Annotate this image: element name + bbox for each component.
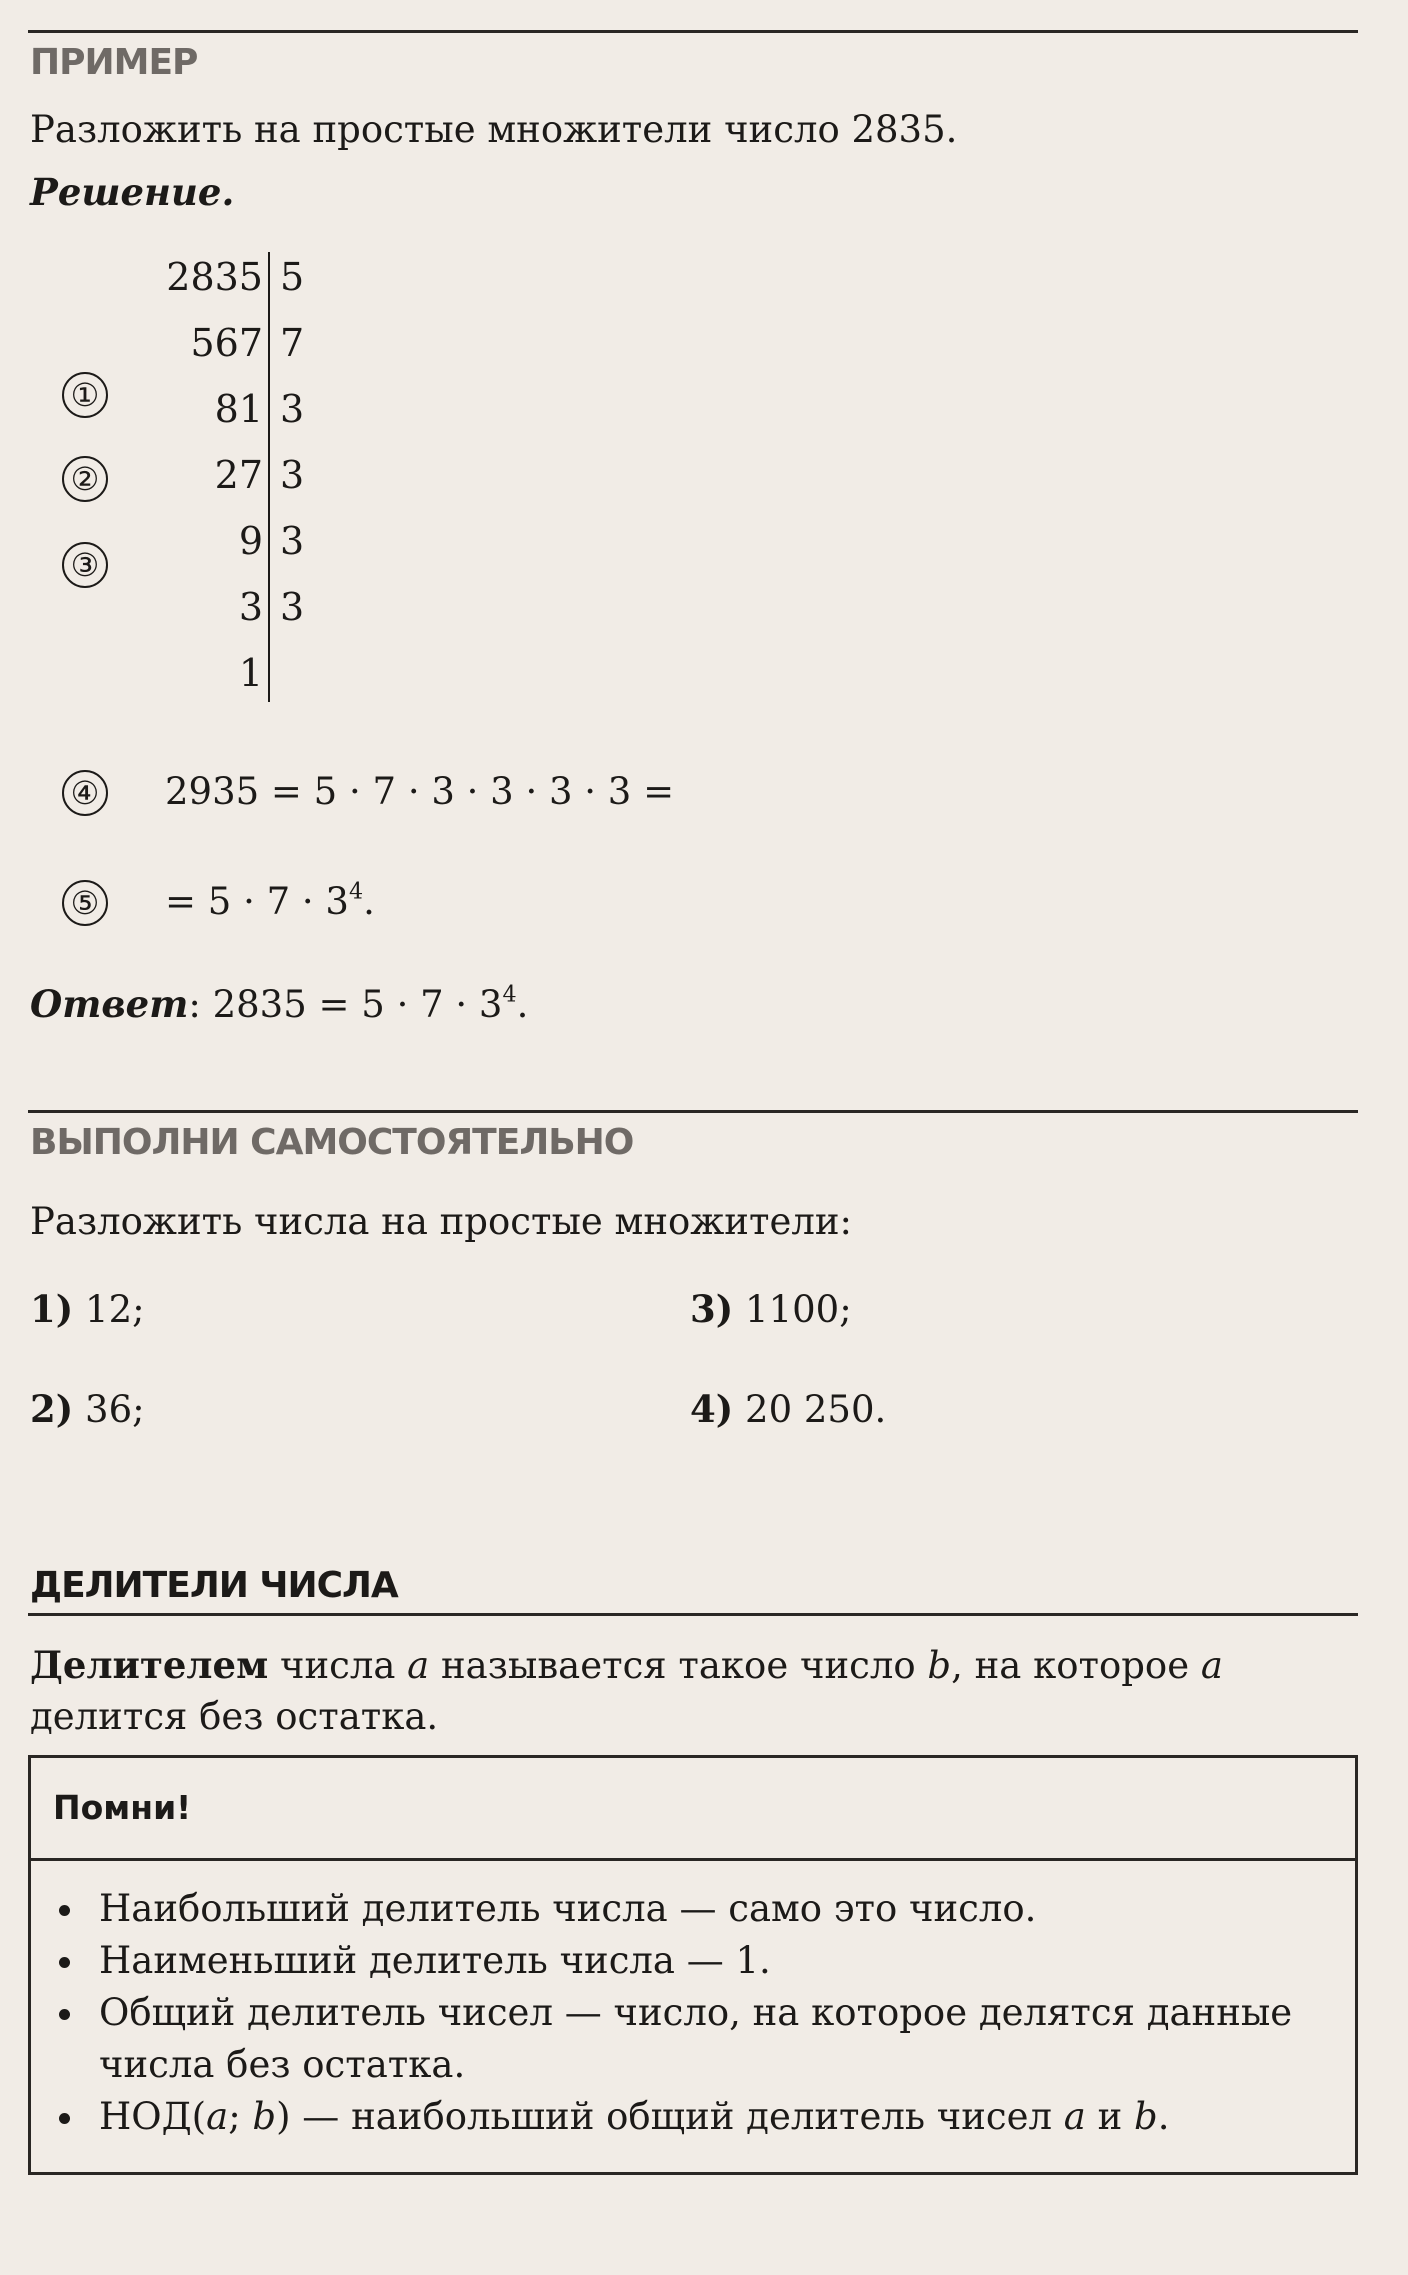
- division-number: 81: [214, 387, 263, 431]
- step-marker: ④: [62, 770, 108, 816]
- division-line: [268, 252, 270, 702]
- division-divisor: 3: [280, 387, 305, 431]
- factorization-result: = $5 \cdot 7 \cdot 3^4$.: [165, 878, 375, 923]
- remember-box: [28, 1755, 1358, 2175]
- exercise-rule: [28, 1110, 1358, 1113]
- exercise-item: 4) 20 250.: [690, 1387, 887, 1431]
- step-marker: ③: [62, 542, 108, 588]
- divisors-heading: ДЕЛИТЕЛИ ЧИСЛА: [30, 1565, 398, 1606]
- answer-line: Ответ: $2835 = 5 \cdot 7 \cdot 3^4$.: [30, 981, 529, 1026]
- remember-separator: [31, 1858, 1355, 1861]
- division-divisor: 3: [280, 519, 305, 563]
- remember-title: Помни!: [53, 1788, 192, 1827]
- solution-label: Решение.: [30, 170, 235, 214]
- example-heading: ПРИМЕР: [30, 42, 198, 83]
- step-marker: ②: [62, 456, 108, 502]
- example-task: Разложить на простые множители число 2835.: [30, 108, 958, 151]
- division-number: 1: [238, 651, 263, 695]
- exercise-item: 1) 12;: [30, 1287, 145, 1331]
- step-marker: ⑤: [62, 880, 108, 926]
- division-number: 27: [214, 453, 263, 497]
- top-rule: [28, 30, 1358, 33]
- division-number: 3: [238, 585, 263, 629]
- exercise-heading: ВЫПОЛНИ САМОСТОЯТЕЛЬНО: [30, 1122, 634, 1163]
- exercise-task: Разложить числа на простые множители:: [30, 1200, 852, 1243]
- remember-bullet: Общий делитель чисел — число, на которое делятся данные числа без остатка.: [53, 1987, 1335, 2091]
- division-number: 567: [190, 321, 263, 365]
- exercise-item: 2) 36;: [30, 1387, 145, 1431]
- divisors-rule: [28, 1613, 1358, 1616]
- divisor-definition: Делителем числа a называется такое число b, на которое a: [30, 1643, 1223, 1687]
- division-divisor: 3: [280, 453, 305, 497]
- remember-list: [53, 1883, 1335, 2143]
- remember-bullet: Наименьший делитель числа — 1.: [53, 1935, 1335, 1987]
- divisor-definition-line2: делится без остатка.: [30, 1695, 439, 1738]
- division-divisor: 7: [280, 321, 305, 365]
- remember-bullet: Наибольший делитель числа — само это число.: [53, 1883, 1335, 1935]
- step-marker: ①: [62, 372, 108, 418]
- remember-bullet: НОД(a; b) — наибольший общий делитель чисел a и b.: [53, 2091, 1335, 2143]
- exercise-item: 3) 1100;: [690, 1287, 852, 1331]
- factorization-line: 2935 = 5 · 7 · 3 · 3 · 3 · 3 =: [165, 770, 675, 813]
- division-number: 9: [238, 519, 263, 563]
- division-divisor: 3: [280, 585, 305, 629]
- division-number: 2835: [166, 255, 263, 299]
- division-divisor: 5: [280, 255, 305, 299]
